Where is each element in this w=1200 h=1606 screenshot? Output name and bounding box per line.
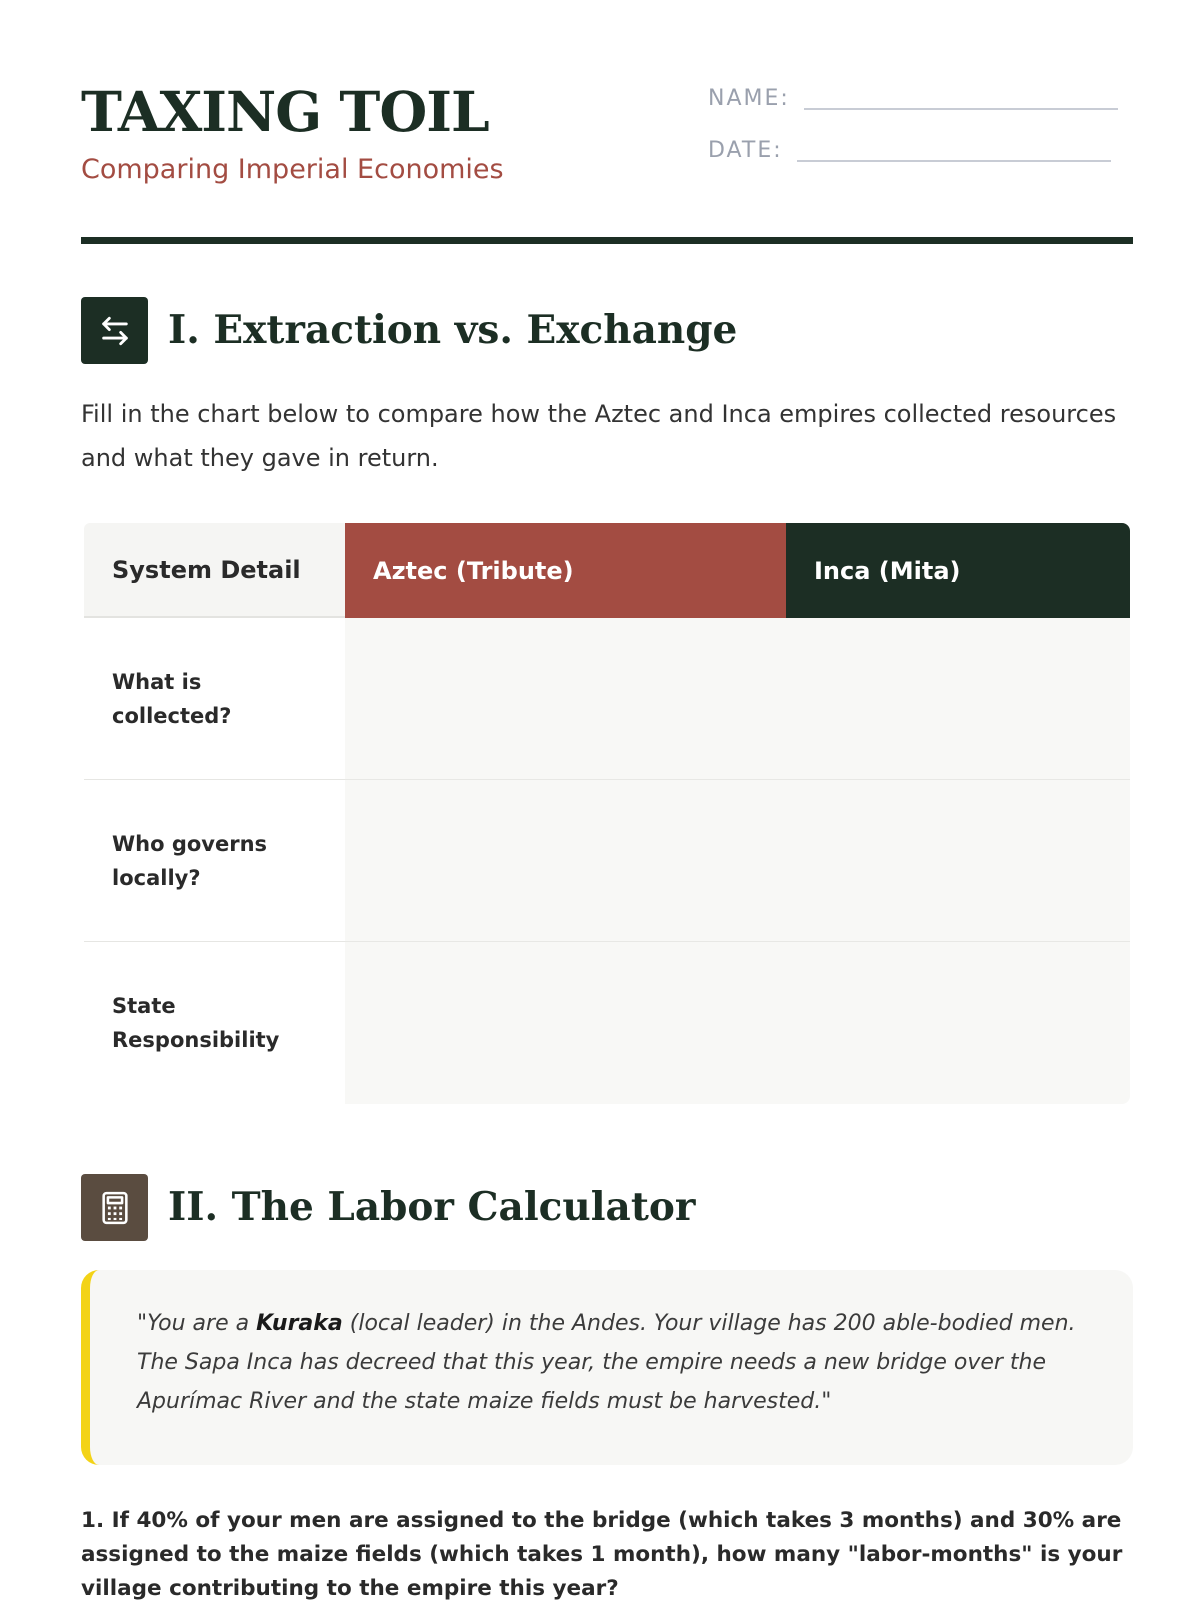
row-label-governs: Who governs locally? [84,780,345,942]
table-row [84,618,1130,780]
section-2-badge [81,1174,148,1241]
date-label: DATE: [708,138,783,163]
table-header-row [84,523,1130,618]
answer-cell-inca-responsibility[interactable] [786,942,1130,1104]
name-input-line[interactable] [804,86,1118,110]
section-2-header [81,1174,695,1241]
header-inca-mita: Inca (Mita) [786,523,1130,618]
scenario-quote [81,1270,1133,1465]
table-row [84,942,1130,1104]
worksheet-header [81,0,1133,244]
arrows-exchange-icon [98,314,132,348]
section-1-instructions: Fill in the chart below to compare how the Aztec and Inca empires collected resources and what they gave in return. [81,400,1117,472]
table-row [84,780,1130,942]
name-label: NAME: [708,86,790,111]
scenario-text-open: "You are a [137,1311,257,1336]
answer-cell-inca-collected[interactable] [786,618,1130,780]
date-input-line[interactable] [797,138,1111,162]
row-label-responsibility: State Responsibility [112,994,280,1052]
header-system-detail: System Detail [84,523,345,618]
calculator-icon [100,1191,130,1225]
worksheet-title: TAXING TOIL [81,79,489,144]
section-1-badge [81,297,148,364]
comparison-table [84,523,1130,1104]
worksheet-subtitle: Comparing Imperial Economies [81,154,504,185]
row-label-collected: What is collected? [84,618,345,780]
question-1: 1. If 40% of your men are assigned to the bridge (which takes 3 months) and 30% are assigned to the maize fields (which takes 1 month), how many "labor-months" is your village contributing to the empire this year? [81,1508,1123,1601]
scenario-text-rest: (local leader) in the Andes. Your village has 200 able-bodied men. The Sapa Inca has decreed that this year, the empire needs a new bridge over the Apurímac River and the state maize fields must be harvested." [137,1311,1076,1414]
header-aztec-tribute: Aztec (Tribute) [345,523,786,618]
answer-cell-aztec-governs[interactable] [345,780,786,942]
section-2-title: II. The Labor Calculator [168,1184,696,1230]
answer-cell-aztec-collected[interactable] [345,618,786,780]
section-1-header [81,297,737,364]
section-1-title: I. Extraction vs. Exchange [168,307,738,353]
answer-cell-inca-governs[interactable] [786,780,1130,942]
scenario-kuraka-term: Kuraka [256,1311,343,1336]
header-divider [81,237,1133,244]
date-field [708,138,1111,162]
name-field [708,86,1118,110]
answer-cell-aztec-responsibility[interactable] [345,942,786,1104]
